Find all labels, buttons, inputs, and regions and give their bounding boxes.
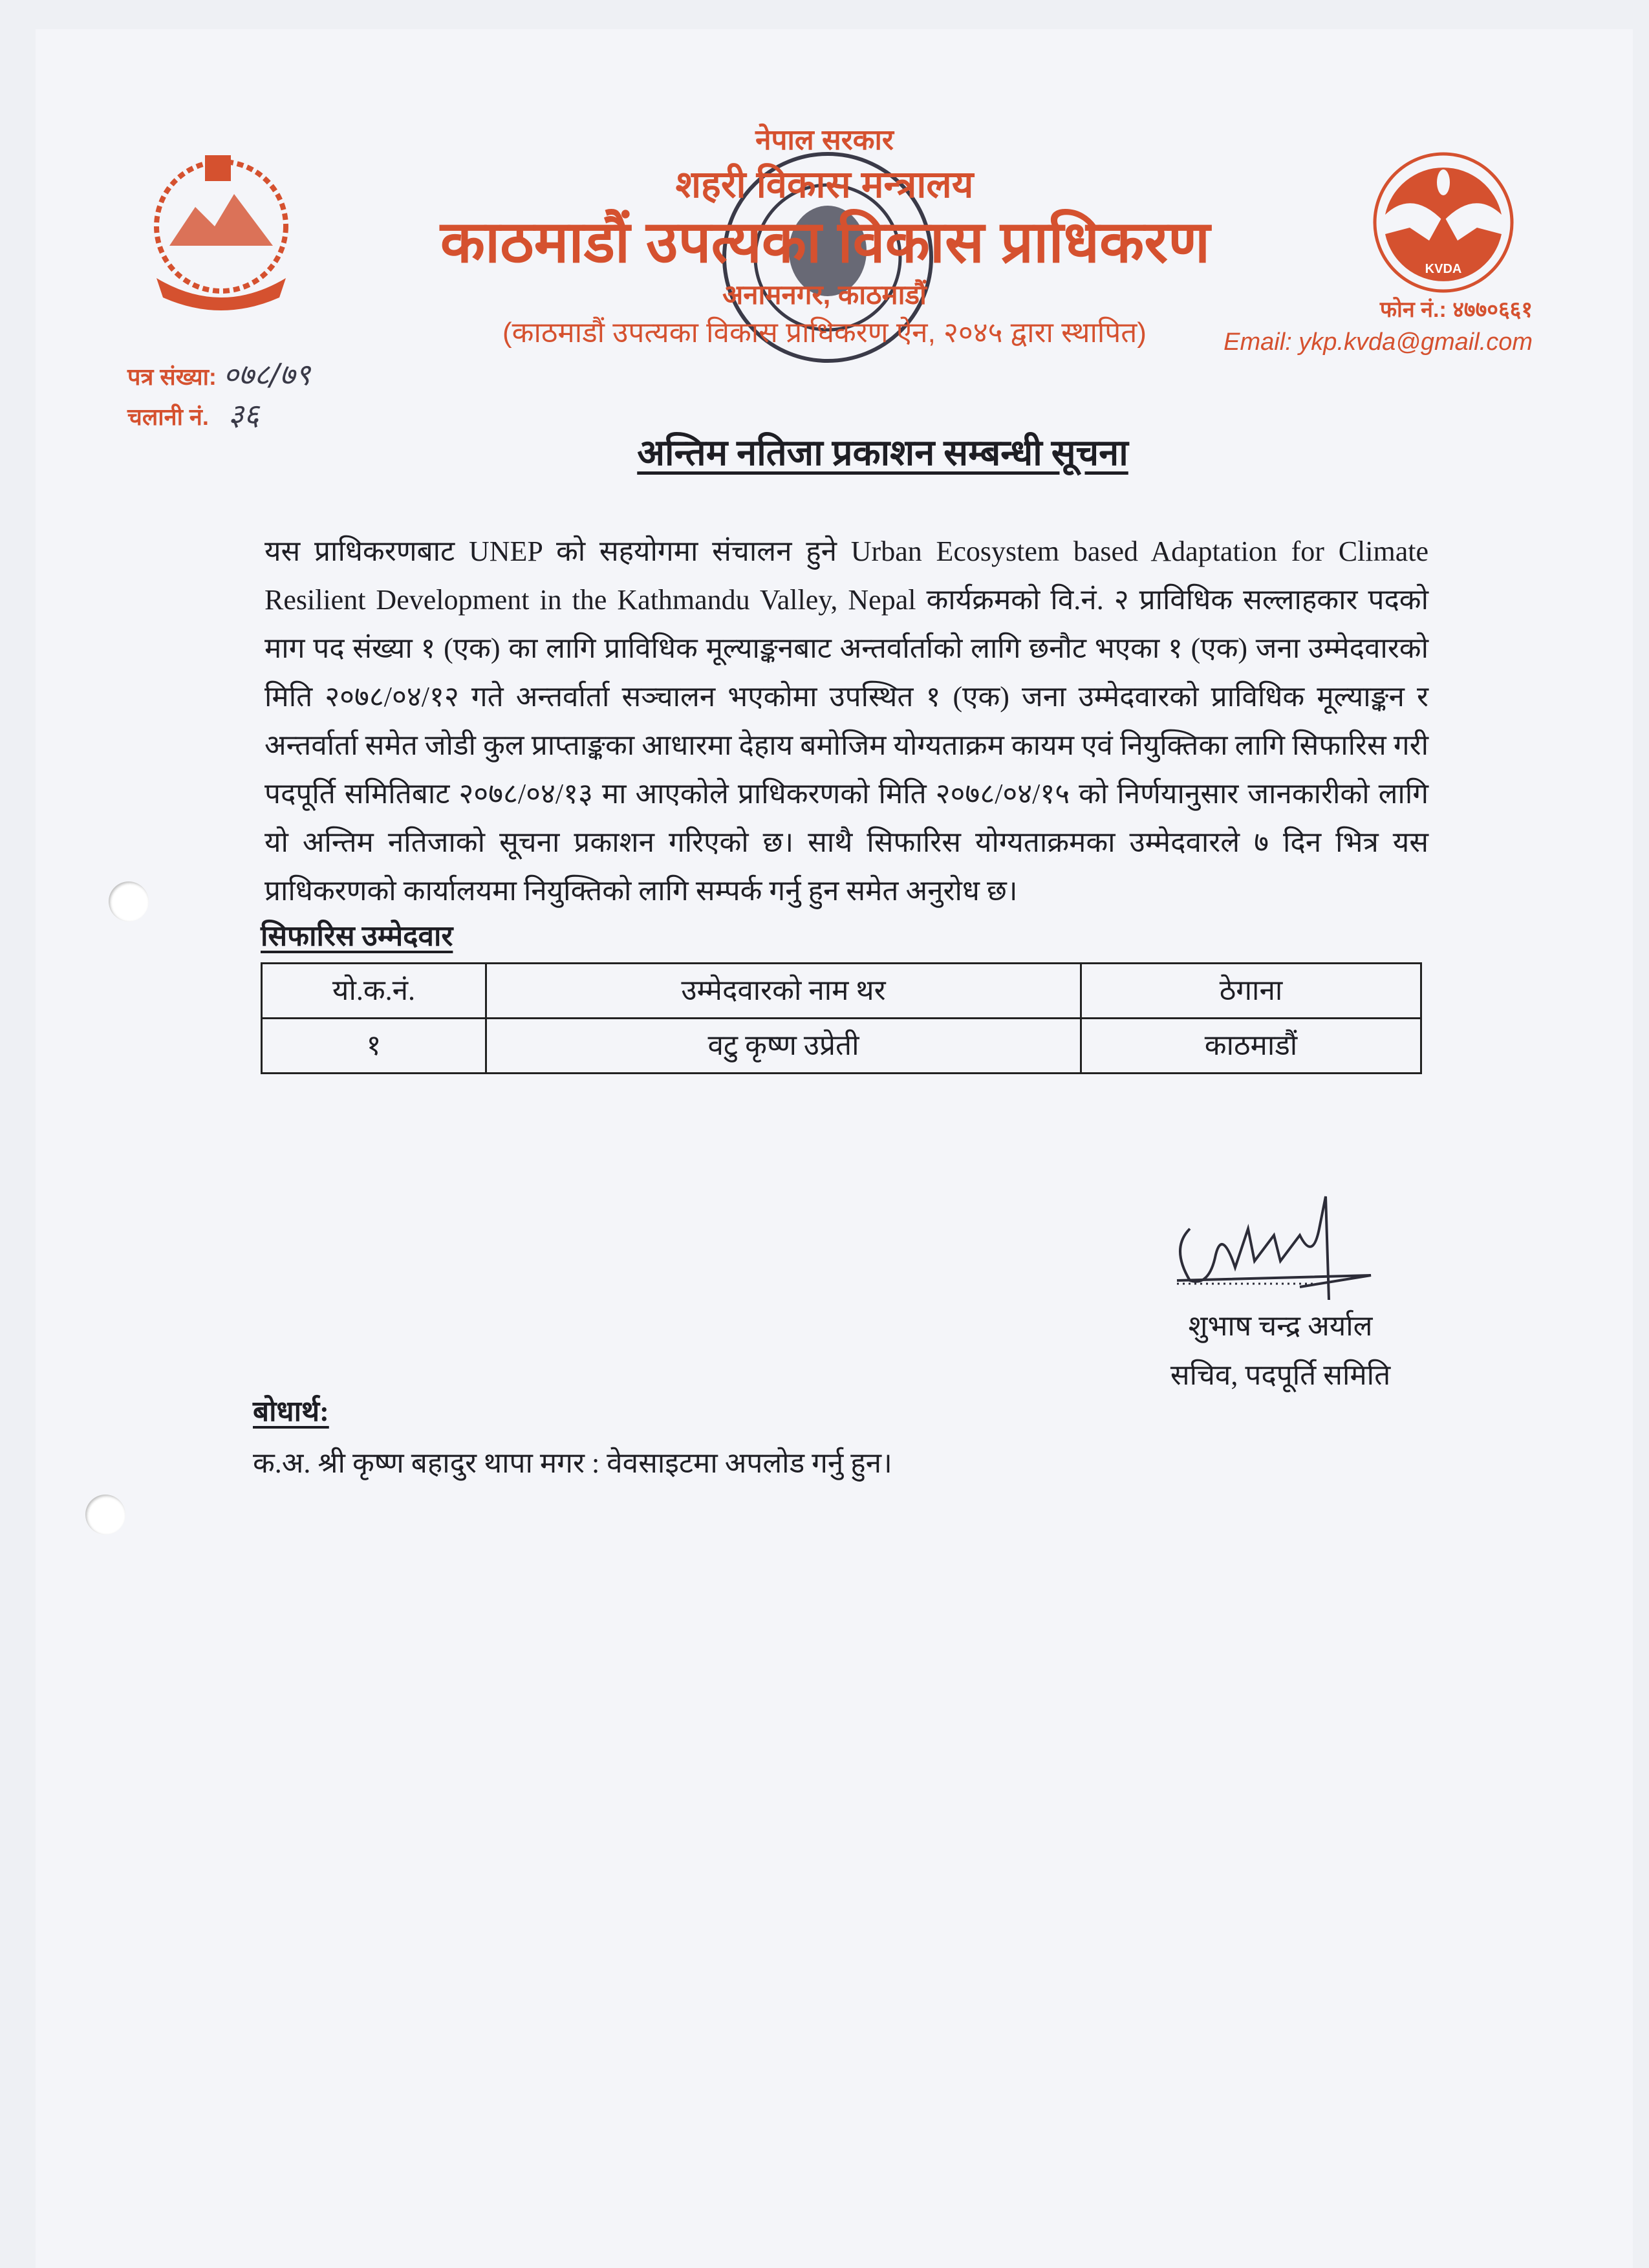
email-address: Email: ykp.kvda@gmail.com — [1223, 329, 1533, 356]
ministry-name: शहरी विकास मन्त्रालय — [675, 164, 974, 206]
signatory-designation: सचिव, पदपूर्ति समिति — [1170, 1359, 1391, 1391]
notice-body: यस प्राधिकरणबाट UNEP को सहयोगमा संचालन हुने Urban Ecosystem based Adaptation for Climate Resilient Development in the Kathmandu Valley, Nepal कार्यक्रमको वि.नं. २ प्राविधिक सल्लाहकार पदको माग पद संख्या १ (एक) का लागि प्राविधिक मूल्याङ्कनबाट अन्तर्वार्ताको लागि छनौट भएका १ (एक) जना उम्मेदवारको मिति २०७८/०४/१२ गते अन्तर्वार्ता सञ्चालन भएकोमा उपस्थित १ (एक) जना उम्मेदवारको प्राविधिक मूल्याङ्कन र अन्तर्वार्ता समेत जोडी कुल प्राप्ताङ्कका आधारमा देहाय बमोजिम योग्यताक्रम कायम एवं नियुक्तिका लागि सिफारिस गरी पदपूर्ति समितिबाट २०७८/०४/१३ मा आएकोले प्राधिकरणको मिति २०७८/०४/१५ को निर्णयानुसार जानकारीको लागि यो अन्तिम नतिजाको सूचना प्रकाशन गरिएको छ। साथै सिफारिस योग्यताक्रमका उम्मेदवारले ७ दिन भित्र यस प्राधिकरणको कार्यालयमा नियुक्तिको लागि सम्पर्क गर्नु हुन समेत अनुरोध छ। — [264, 535, 1428, 907]
organization-address: अनामनगर, काठमाडौं — [722, 279, 927, 310]
government-name: नेपाल सरकार — [755, 124, 894, 156]
recommended-candidates-table — [261, 962, 1422, 1074]
table-header-row — [262, 964, 1421, 1019]
punch-hole — [109, 881, 149, 922]
column-header-address: ठेगाना — [1081, 964, 1421, 1019]
section-heading: सिफारिस उम्मेदवार — [261, 920, 453, 952]
nepal-emblem-icon — [137, 149, 305, 317]
letter-number-label: पत्र संख्या: — [127, 363, 217, 390]
cc-line: क.अ. श्री कृष्ण बहादुर थापा मगर : वेवसाइटमा अपलोड गर्नु हुन। — [253, 1447, 892, 1479]
signature-icon — [1164, 1190, 1507, 1306]
phone-number: फोन नं.: ४७७०६६१ — [1379, 297, 1533, 322]
cc-label: बोधार्थ: — [253, 1396, 329, 1427]
column-header-serial: यो.क.नं. — [262, 964, 486, 1019]
letter-number-row — [127, 357, 311, 392]
cell-name: वटु कृष्ण उप्रेती — [486, 1019, 1081, 1074]
dispatch-number-value: ३६ — [228, 397, 259, 432]
organization-name: काठमाडौं उपत्यका विकास प्राधिकरण — [440, 210, 1211, 275]
cell-address: काठमाडौं — [1081, 1019, 1421, 1074]
signatory-name: शुभाष चन्द्र अर्याल — [1188, 1310, 1373, 1342]
kvda-logo-icon — [1371, 150, 1516, 295]
table-row — [262, 1019, 1421, 1074]
column-header-name: उम्मेदवारको नाम थर — [486, 964, 1081, 1019]
punch-hole — [85, 1495, 125, 1535]
notice-content — [261, 527, 1428, 1074]
dispatch-number-label: चलानी नं. — [127, 404, 209, 430]
establishment-line: (काठमाडौं उपत्यका विकास प्राधिकरण ऐन, २०४५ द्वारा स्थापित) — [502, 317, 1147, 349]
notice-title: अन्तिम नतिजा प्रकाशन सम्बन्धी सूचना — [637, 433, 1128, 473]
letter-number-value: ०७८/७९ — [222, 357, 311, 392]
cell-serial: १ — [262, 1019, 486, 1074]
kvda-logo-text: KVDA — [1425, 262, 1462, 276]
dispatch-number-row — [127, 397, 259, 432]
